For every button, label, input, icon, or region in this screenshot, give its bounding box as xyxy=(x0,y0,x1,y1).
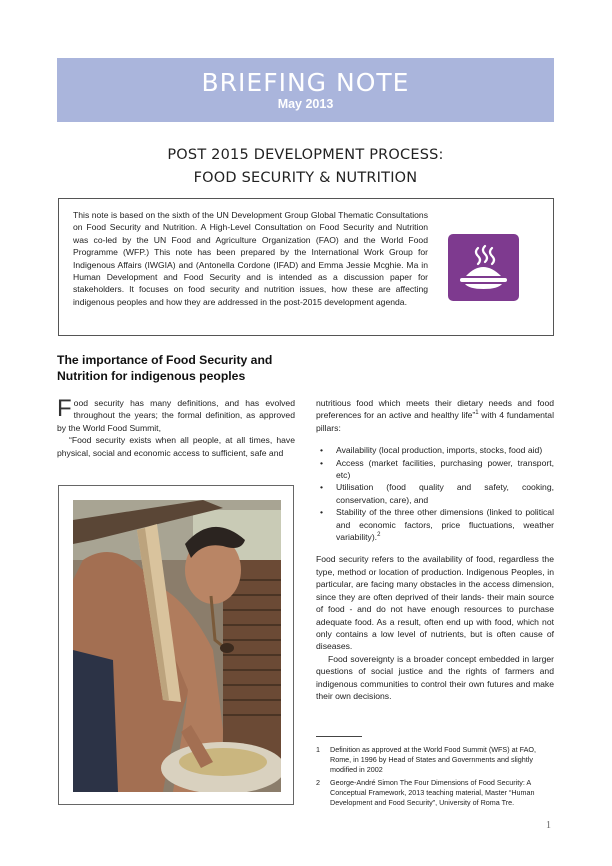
list-item: • Availability (local production, imports, stocks, food aid) xyxy=(316,444,554,456)
footnote-text: George-André Simon The Four Dimensions of Food Security: A Conceptual Framework, 2013 teaching material, Master “Human Development and Food Security”, University of Roma Tre. xyxy=(330,777,535,808)
left-paragraph-1-text: ood security has many definitions, and has evolved throughout the years; the formal definition, as approved by the World Food Summit, xyxy=(57,398,295,433)
left-paragraph-1 xyxy=(57,397,295,434)
list-item: • Access (market facilities, purchasing power, transport, etc) xyxy=(316,457,554,482)
banner-title: BRIEFING NOTE xyxy=(201,68,410,97)
footnote-number: 2 xyxy=(316,777,320,787)
list-item xyxy=(316,506,554,543)
man-with-pipe-photo xyxy=(73,500,281,792)
footnote-ref-1: 1 xyxy=(475,410,479,417)
list-item: • Utilisation (food quality and safety, cooking, conservation, care), and xyxy=(316,481,554,506)
right-column xyxy=(316,397,554,702)
right-paragraph-1 xyxy=(316,397,554,434)
briefing-banner xyxy=(57,58,554,122)
list-item-text: Stability of the three other dimensions (linked to political and economic factors, price fluctuations, weather variability). xyxy=(336,507,554,543)
footnote-divider xyxy=(316,736,362,737)
food-plate-icon xyxy=(448,234,519,301)
right-paragraph-3: Food sovereignty is a broader concept embedded in larger questions of social justice and the rights of farmers and indigenous communities to control their own futures and make their own decisions. xyxy=(316,653,554,701)
right-paragraph-2: Food security refers to the availability of food, regardless the type, method or location of production. Indigenous Peoples, in particular, are facing many obstacles in the access dimension, since they are often deprived of their lands- their main source of food - and do not have enough resources to purchase adequate food. As a result, often end up with food, which not only contains a low level of nutrients, but is often cause of diseases. xyxy=(316,554,554,652)
document-title-line2: FOOD SECURITY & NUTRITION xyxy=(193,170,418,186)
section-heading: The importance of Food Security and Nutrition for indigenous peoples xyxy=(57,353,273,383)
intro-text: This note is based on the sixth of the UN Development Group Global Thematic Consultations on Food Security and Nutrition. A High-Level Consultation on Food Security and Nutrition was co-led by the UN Food and Agriculture Organization (FAO) and the World Food Programme (WFP.) This note has been prepared by the International Work Group for Indigenous Affairs (IWGIA) and (Antonella Cordone (IFAD) and Emma Jessie Mcghie. Ma in Human Development and Food Security and is intended as a discussion paper for stakeholders. It focuses on food security and nutrition issues, how these are affecting indigenous peoples and how they are addressed in the post-2015 development agenda. xyxy=(73,210,428,307)
right-paragraph-1-end: with 4 fundamental pillars: xyxy=(316,410,554,433)
banner-date: May 2013 xyxy=(277,97,334,111)
left-column xyxy=(57,397,295,459)
footnotes xyxy=(316,745,554,810)
footnote-text: Definition as approved at the World Food Summit (WFS) at FAO, Rome, in 1996 by Head of States and Governments and slightly modified in 2002 xyxy=(330,745,536,775)
pillars-list xyxy=(316,444,554,543)
document-title xyxy=(57,144,554,190)
footnote xyxy=(316,778,554,809)
drop-cap: F xyxy=(57,395,72,422)
right-paragraph-1-start: nutritious food which meets their dietary needs and food preferences for an active and healthy life” xyxy=(316,398,554,421)
footnote-ref-2: 2 xyxy=(377,532,381,539)
footnote-number: 1 xyxy=(316,745,320,754)
photo-frame xyxy=(58,485,294,805)
left-paragraph-2: “Food security exists when all people, at all times, have physical, social and economic access to sufficient, safe and xyxy=(57,435,295,458)
document-title-line1: POST 2015 DEVELOPMENT PROCESS: xyxy=(167,147,444,163)
footnote xyxy=(316,745,554,776)
intro-box xyxy=(58,198,554,336)
page-number: 1 xyxy=(546,820,551,831)
